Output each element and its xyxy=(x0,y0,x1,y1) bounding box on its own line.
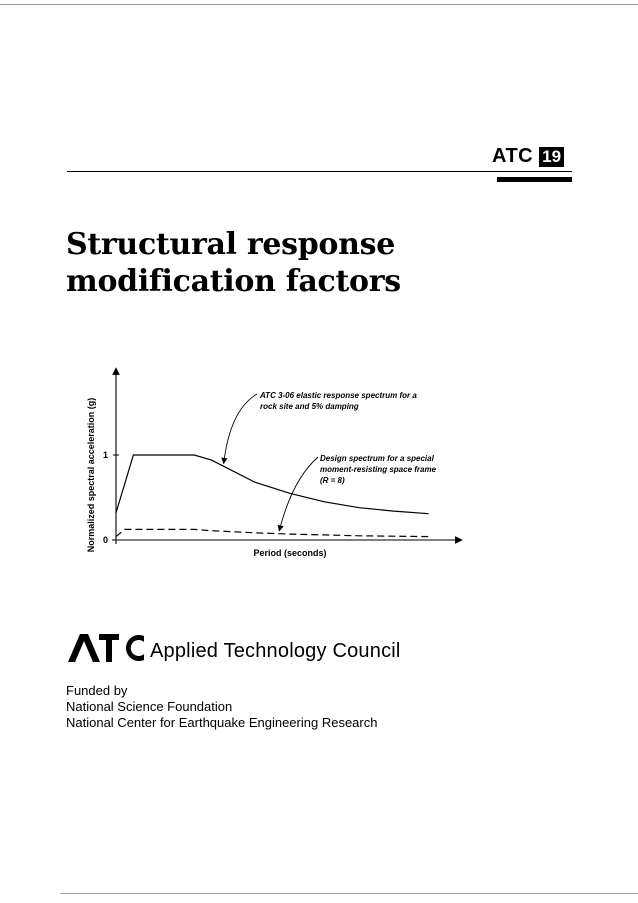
funding-block xyxy=(66,683,377,731)
document-title: Structural response modification factors xyxy=(66,227,401,299)
x-axis-label: Period (seconds) xyxy=(253,548,327,558)
atc-logo xyxy=(66,630,146,664)
design-spectrum-line xyxy=(116,529,429,536)
sponsor: National Science Foundation xyxy=(66,699,233,714)
series-label xyxy=(492,145,564,168)
response-spectrum-chart xyxy=(70,360,480,575)
annotation-text: rock site and 5% damping xyxy=(260,402,359,411)
elastic-spectrum-line xyxy=(116,455,429,514)
annotation-text: (R = 8) xyxy=(320,476,345,485)
y-tick-label: 0 xyxy=(102,535,108,545)
annotation-leader xyxy=(224,394,257,463)
annotation-text: ATC 3-06 elastic response spectrum for a xyxy=(260,391,417,400)
header-bar xyxy=(497,177,572,182)
scan-edge-bottom xyxy=(60,893,638,894)
series-number: 19 xyxy=(539,147,564,167)
series-name: ATC xyxy=(492,145,534,167)
y-tick-label: 1 xyxy=(102,450,108,460)
sponsor: National Center for Earthquake Engineering Research xyxy=(66,715,378,730)
organization-name: Applied Technology Council xyxy=(150,640,401,662)
annotation-text: moment-resisting space frame xyxy=(320,465,437,474)
annotation-text: Design spectrum for a special xyxy=(320,454,434,463)
annotation-leader xyxy=(279,457,318,531)
scan-edge-top xyxy=(0,4,638,5)
funding-heading: Funded by xyxy=(66,683,128,698)
y-axis-label: Normalized spectral acceleration (g) xyxy=(86,397,96,553)
header-rule xyxy=(67,171,572,172)
